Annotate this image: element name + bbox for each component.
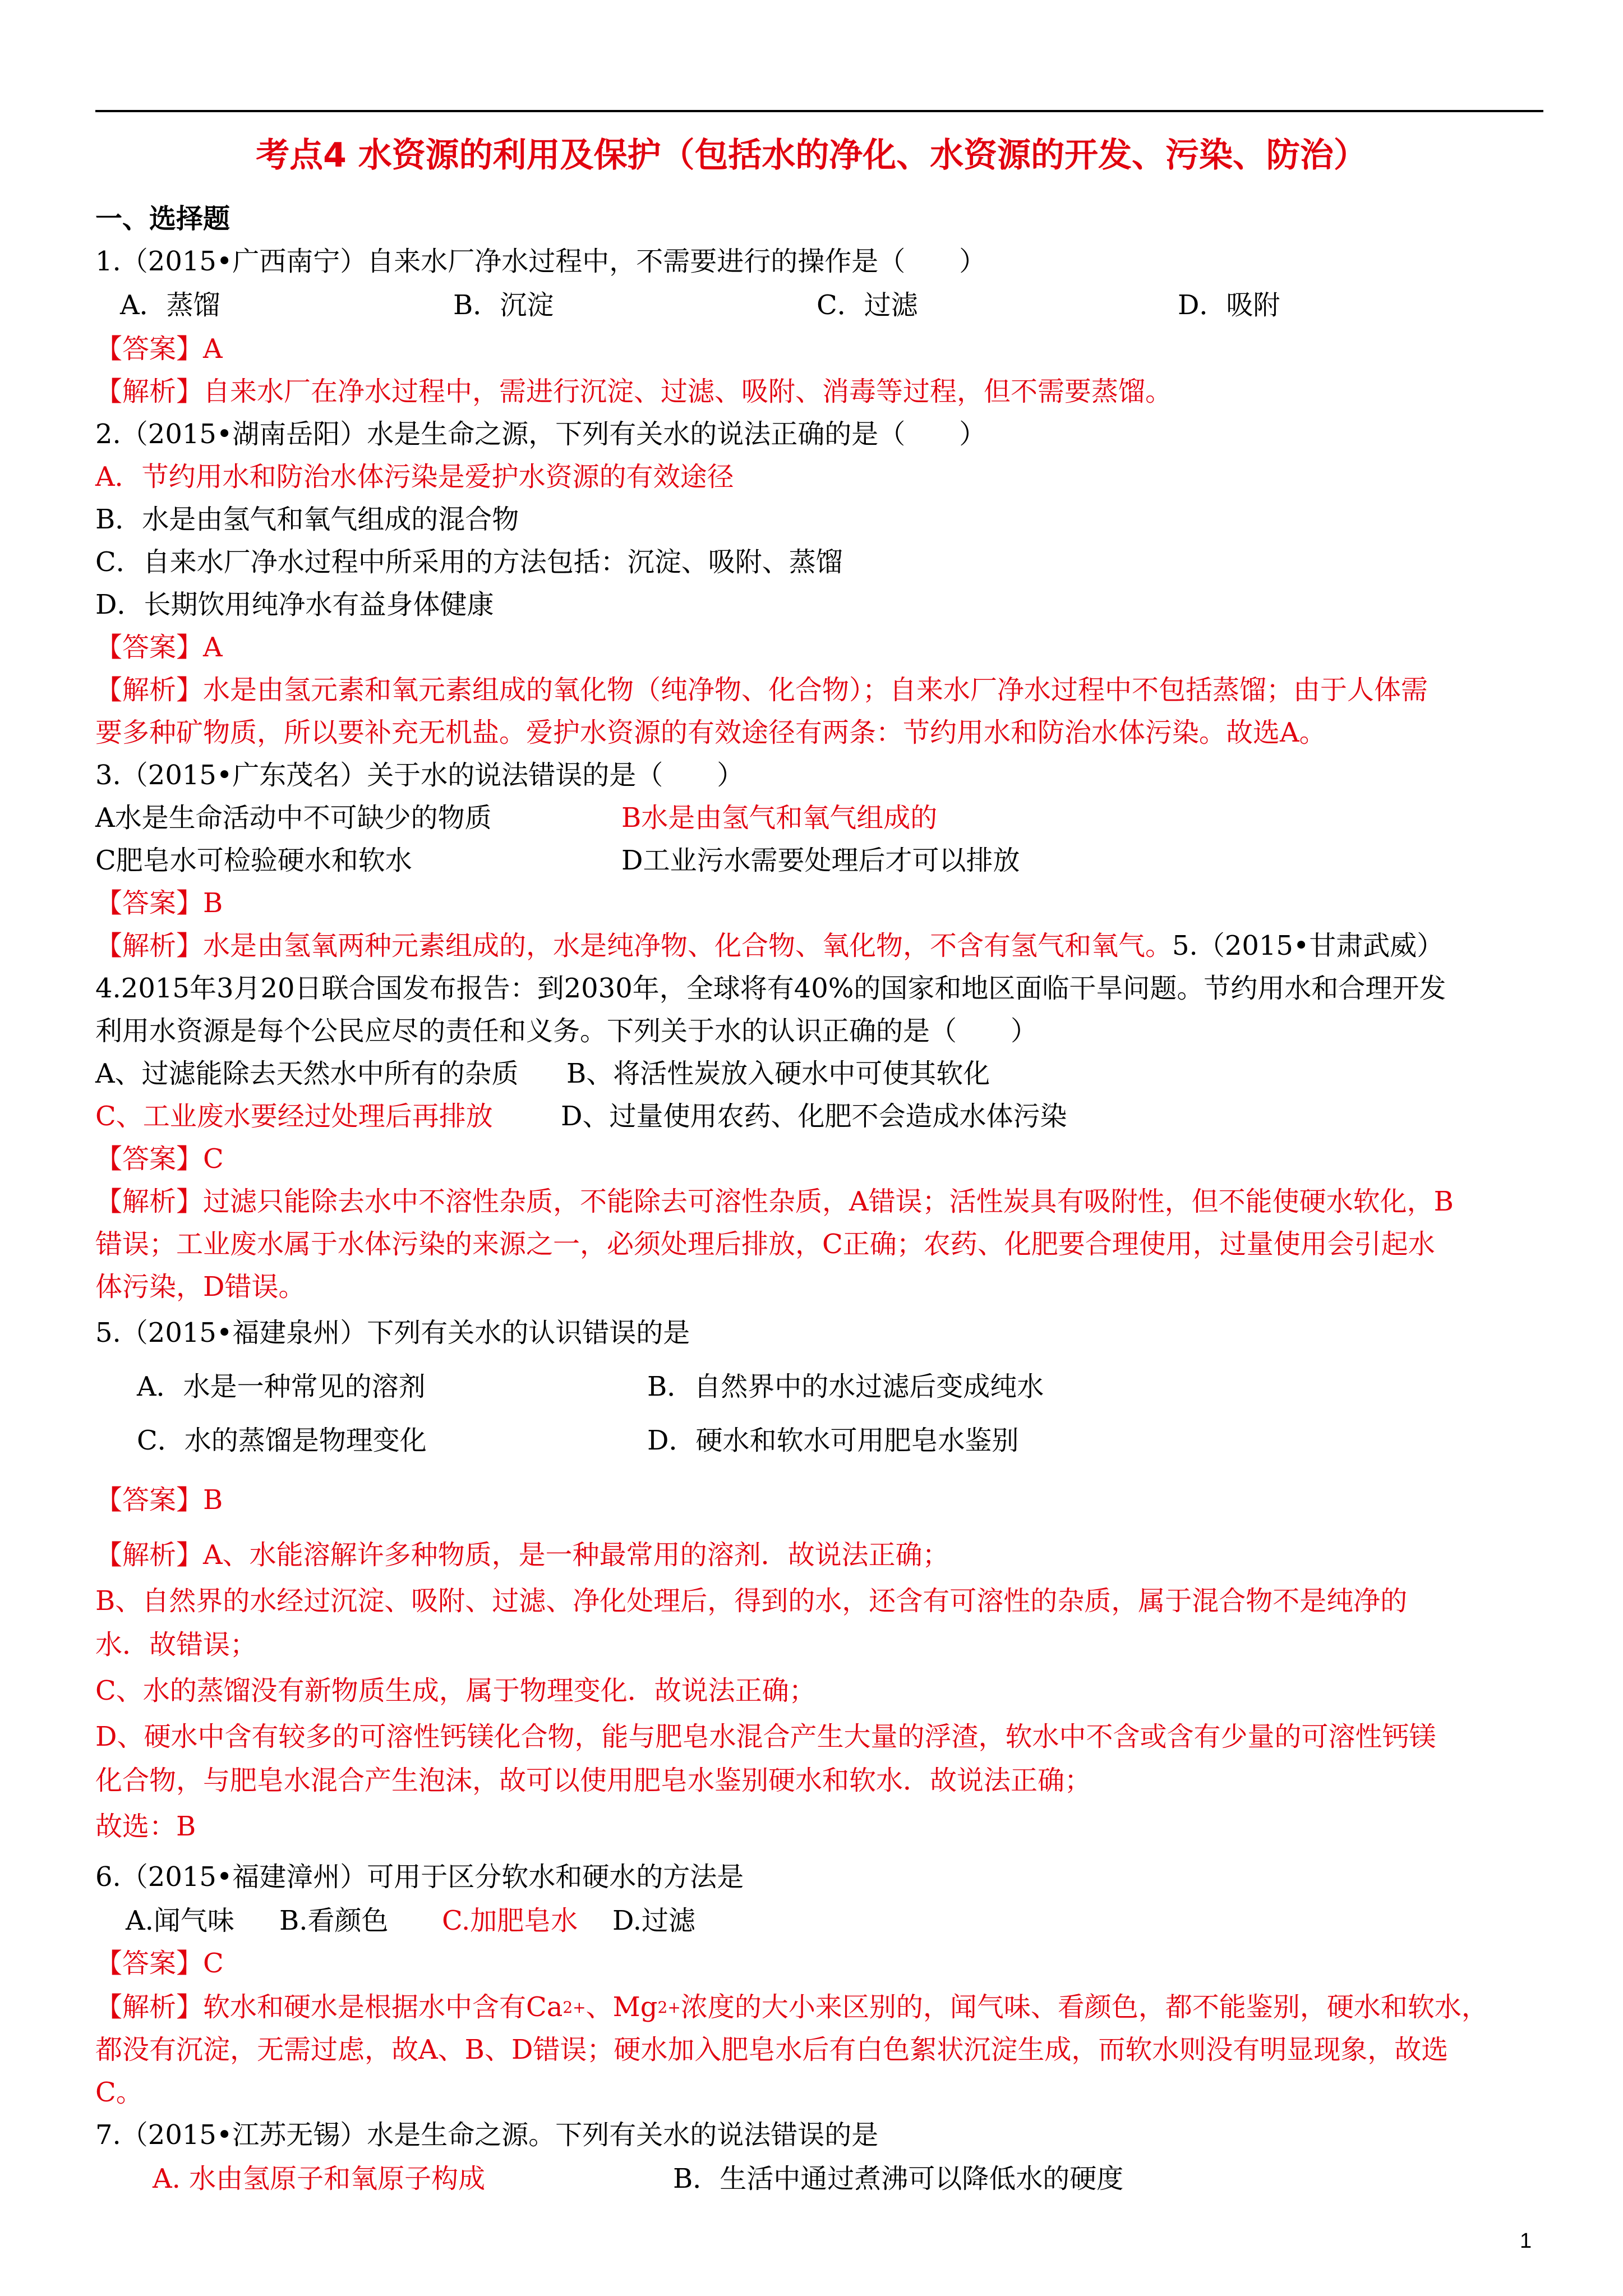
q1-option-c: C．过滤 (817, 289, 918, 321)
q6-answer: 【答案】C (95, 1948, 224, 1979)
q6-ion-charge-2: 2+ (657, 1998, 681, 2017)
q6-analysis-part-a: 【解析】软水和硬水是根据水中含有Ca (95, 1991, 563, 2023)
q2-option-b: B．水是由氢气和氧气组成的混合物 (95, 504, 519, 535)
q7-option-b: B．生活中通过煮沸可以降低水的硬度 (673, 2163, 1124, 2194)
q3-analysis-text: 【解析】水是由氢氧两种元素组成的，水是纯净物、化合物、氧化物，不含有氢气和氧气。 (95, 930, 1173, 961)
q2-option-c: C．自来水厂净水过程中所采用的方法包括：沉淀、吸附、蒸馏 (95, 546, 843, 578)
q2-stem: 2.（2015•湖南岳阳）水是生命之源，下列有关水的说法正确的是（ ） (95, 418, 986, 450)
page-title: 考点4 水资源的利用及保护（包括水的净化、水资源的开发、污染、防治） (256, 136, 1367, 175)
q1-stem: 1.（2015•广西南宁）自来水厂净水过程中，不需要进行的操作是（ ） (95, 246, 986, 277)
q6-analysis-line-3: C。 (95, 2077, 143, 2108)
q2-analysis-line-2: 要多种矿物质，所以要补充无机盐。爱护水资源的有效途径有两条：节约用水和防治水体污染。故选A。 (95, 717, 1326, 748)
q5-analysis-line-2: B、自然界的水经过沉淀、吸附、过滤、净化处理后，得到的水，还含有可溶性的杂质，属于混合物不是纯净的 (95, 1585, 1408, 1617)
q6-option-b: B.看颜色 (279, 1905, 389, 1936)
q2-option-a: A．节约用水和防治水体污染是爱护水资源的有效途径 (95, 461, 734, 493)
q5-analysis-line-6: 化合物，与肥皂水混合产生泡沫，故可以使用肥皂水鉴别硬水和软水．故说法正确； (95, 1765, 1092, 1796)
q7-option-a: A. 水由氢原子和氧原子构成 (153, 2163, 486, 2194)
q5-option-a: A．水是一种常见的溶剂 (137, 1371, 426, 1402)
q4-option-a: A、过滤能除去天然水中所有的杂质 (95, 1058, 519, 1089)
q5-analysis-line-1: 【解析】A、水能溶解许多种物质，是一种最常用的溶剂．故说法正确； (95, 1539, 949, 1571)
q5-option-b: B．自然界中的水过滤后变成纯水 (647, 1371, 1044, 1402)
q5-analysis-line-3: 水．故错误； (95, 1629, 257, 1660)
q3-stem: 3.（2015•广东茂名）关于水的说法错误的是（ ） (95, 760, 744, 791)
q4-answer: 【答案】C (95, 1143, 224, 1175)
header-rule (95, 110, 1543, 112)
q4-option-b: B、将活性炭放入硬水中可使其软化 (566, 1058, 990, 1089)
q6-analysis-part-c: 浓度的大小来区别的，闻气味、看颜色，都不能鉴别，硬水和软水， (680, 1991, 1488, 2023)
q6-analysis-part-b: 、Mg (585, 1991, 658, 2023)
q4-analysis-line-2: 错误；工业废水属于水体污染的来源之一，必须处理后排放，C正确；农药、化肥要合理使用，过量使用会引起水 (95, 1228, 1435, 1260)
q2-analysis-line-1: 【解析】水是由氢元素和氧元素组成的氧化物（纯净物、化合物）；自来水厂净水过程中不包括蒸馏；由于人体需 (95, 674, 1428, 706)
q3-option-d: D工业污水需要处理后才可以排放 (621, 845, 1020, 876)
q4-stem-line-1: 4.2015年3月20日联合国发布报告：到2030年，全球将有40%的国家和地区面临干旱问题。节约用水和合理开发 (95, 973, 1446, 1004)
q3-analysis (95, 924, 1444, 967)
q6-analysis-line-2: 都没有沉淀，无需过虑，故A、B、D错误；硬水加入肥皂水后有白色絮状沉淀生成，而软水则没有明显现象，故选 (95, 2034, 1449, 2065)
q4-option-d: D、过量使用农药、化肥不会造成水体污染 (561, 1101, 1067, 1132)
q5-analysis-line-4: C、水的蒸馏没有新物质生成，属于物理变化．故说法正确； (95, 1675, 816, 1706)
q1-option-b: B．沉淀 (453, 289, 554, 321)
q4-analysis-line-1: 【解析】过滤只能除去水中不溶性杂质，不能除去可溶性杂质，A错误；活性炭具有吸附性，但不能使硬水软化，B (95, 1186, 1454, 1217)
q2-option-d: D．长期饮用纯净水有益身体健康 (95, 589, 494, 620)
q3-analysis-tail: 5.（2015•甘肃武威） (1172, 930, 1444, 961)
page-number: 1 (1520, 2229, 1532, 2253)
q1-answer: 【答案】A (95, 333, 223, 365)
q5-analysis-line-5: D、硬水中含有较多的可溶性钙镁化合物，能与肥皂水混合产生大量的浮渣，软水中不含或含有少量的可溶性钙镁 (95, 1721, 1436, 1752)
q5-stem: 5.（2015•福建泉州）下列有关水的认识错误的是 (95, 1317, 690, 1349)
q6-analysis-line-1 (95, 1986, 1488, 2028)
q4-stem-line-2: 利用水资源是每个公民应尽的责任和义务。下列关于水的认识正确的是（ ） (95, 1015, 1038, 1047)
q6-option-c: C.加肥皂水 (442, 1905, 578, 1936)
q5-option-c: C．水的蒸馏是物理变化 (137, 1425, 427, 1456)
q6-ion-charge-1: 2+ (562, 1998, 586, 2017)
q1-analysis: 【解析】自来水厂在净水过程中，需进行沉淀、过滤、吸附、消毒等过程，但不需要蒸馏。 (95, 376, 1173, 407)
section-heading: 一、选择题 (95, 203, 230, 234)
q6-stem: 6.（2015•福建漳州）可用于区分软水和硬水的方法是 (95, 1861, 744, 1893)
q5-analysis-line-7: 故选：B (95, 1811, 196, 1842)
q3-option-c: C肥皂水可检验硬水和软水 (95, 845, 412, 876)
q1-option-d: D．吸附 (1178, 289, 1280, 321)
q6-option-d: D.过滤 (612, 1905, 696, 1936)
q3-option-b: B水是由氢气和氧气组成的 (621, 802, 938, 834)
q2-answer: 【答案】A (95, 632, 223, 663)
q3-option-a: A水是生命活动中不可缺少的物质 (95, 802, 492, 834)
q1-option-a: A．蒸馏 (120, 289, 220, 321)
q4-analysis-line-3: 体污染，D错误。 (95, 1271, 306, 1303)
q4-option-c: C、工业废水要经过处理后再排放 (95, 1101, 493, 1132)
q3-answer: 【答案】B (95, 887, 223, 919)
q5-option-d: D．硬水和软水可用肥皂水鉴别 (647, 1425, 1019, 1456)
q6-option-a: A.闻气味 (126, 1905, 234, 1936)
q5-answer: 【答案】B (95, 1484, 223, 1516)
q7-stem: 7.（2015•江苏无锡）水是生命之源。下列有关水的说法错误的是 (95, 2119, 879, 2151)
